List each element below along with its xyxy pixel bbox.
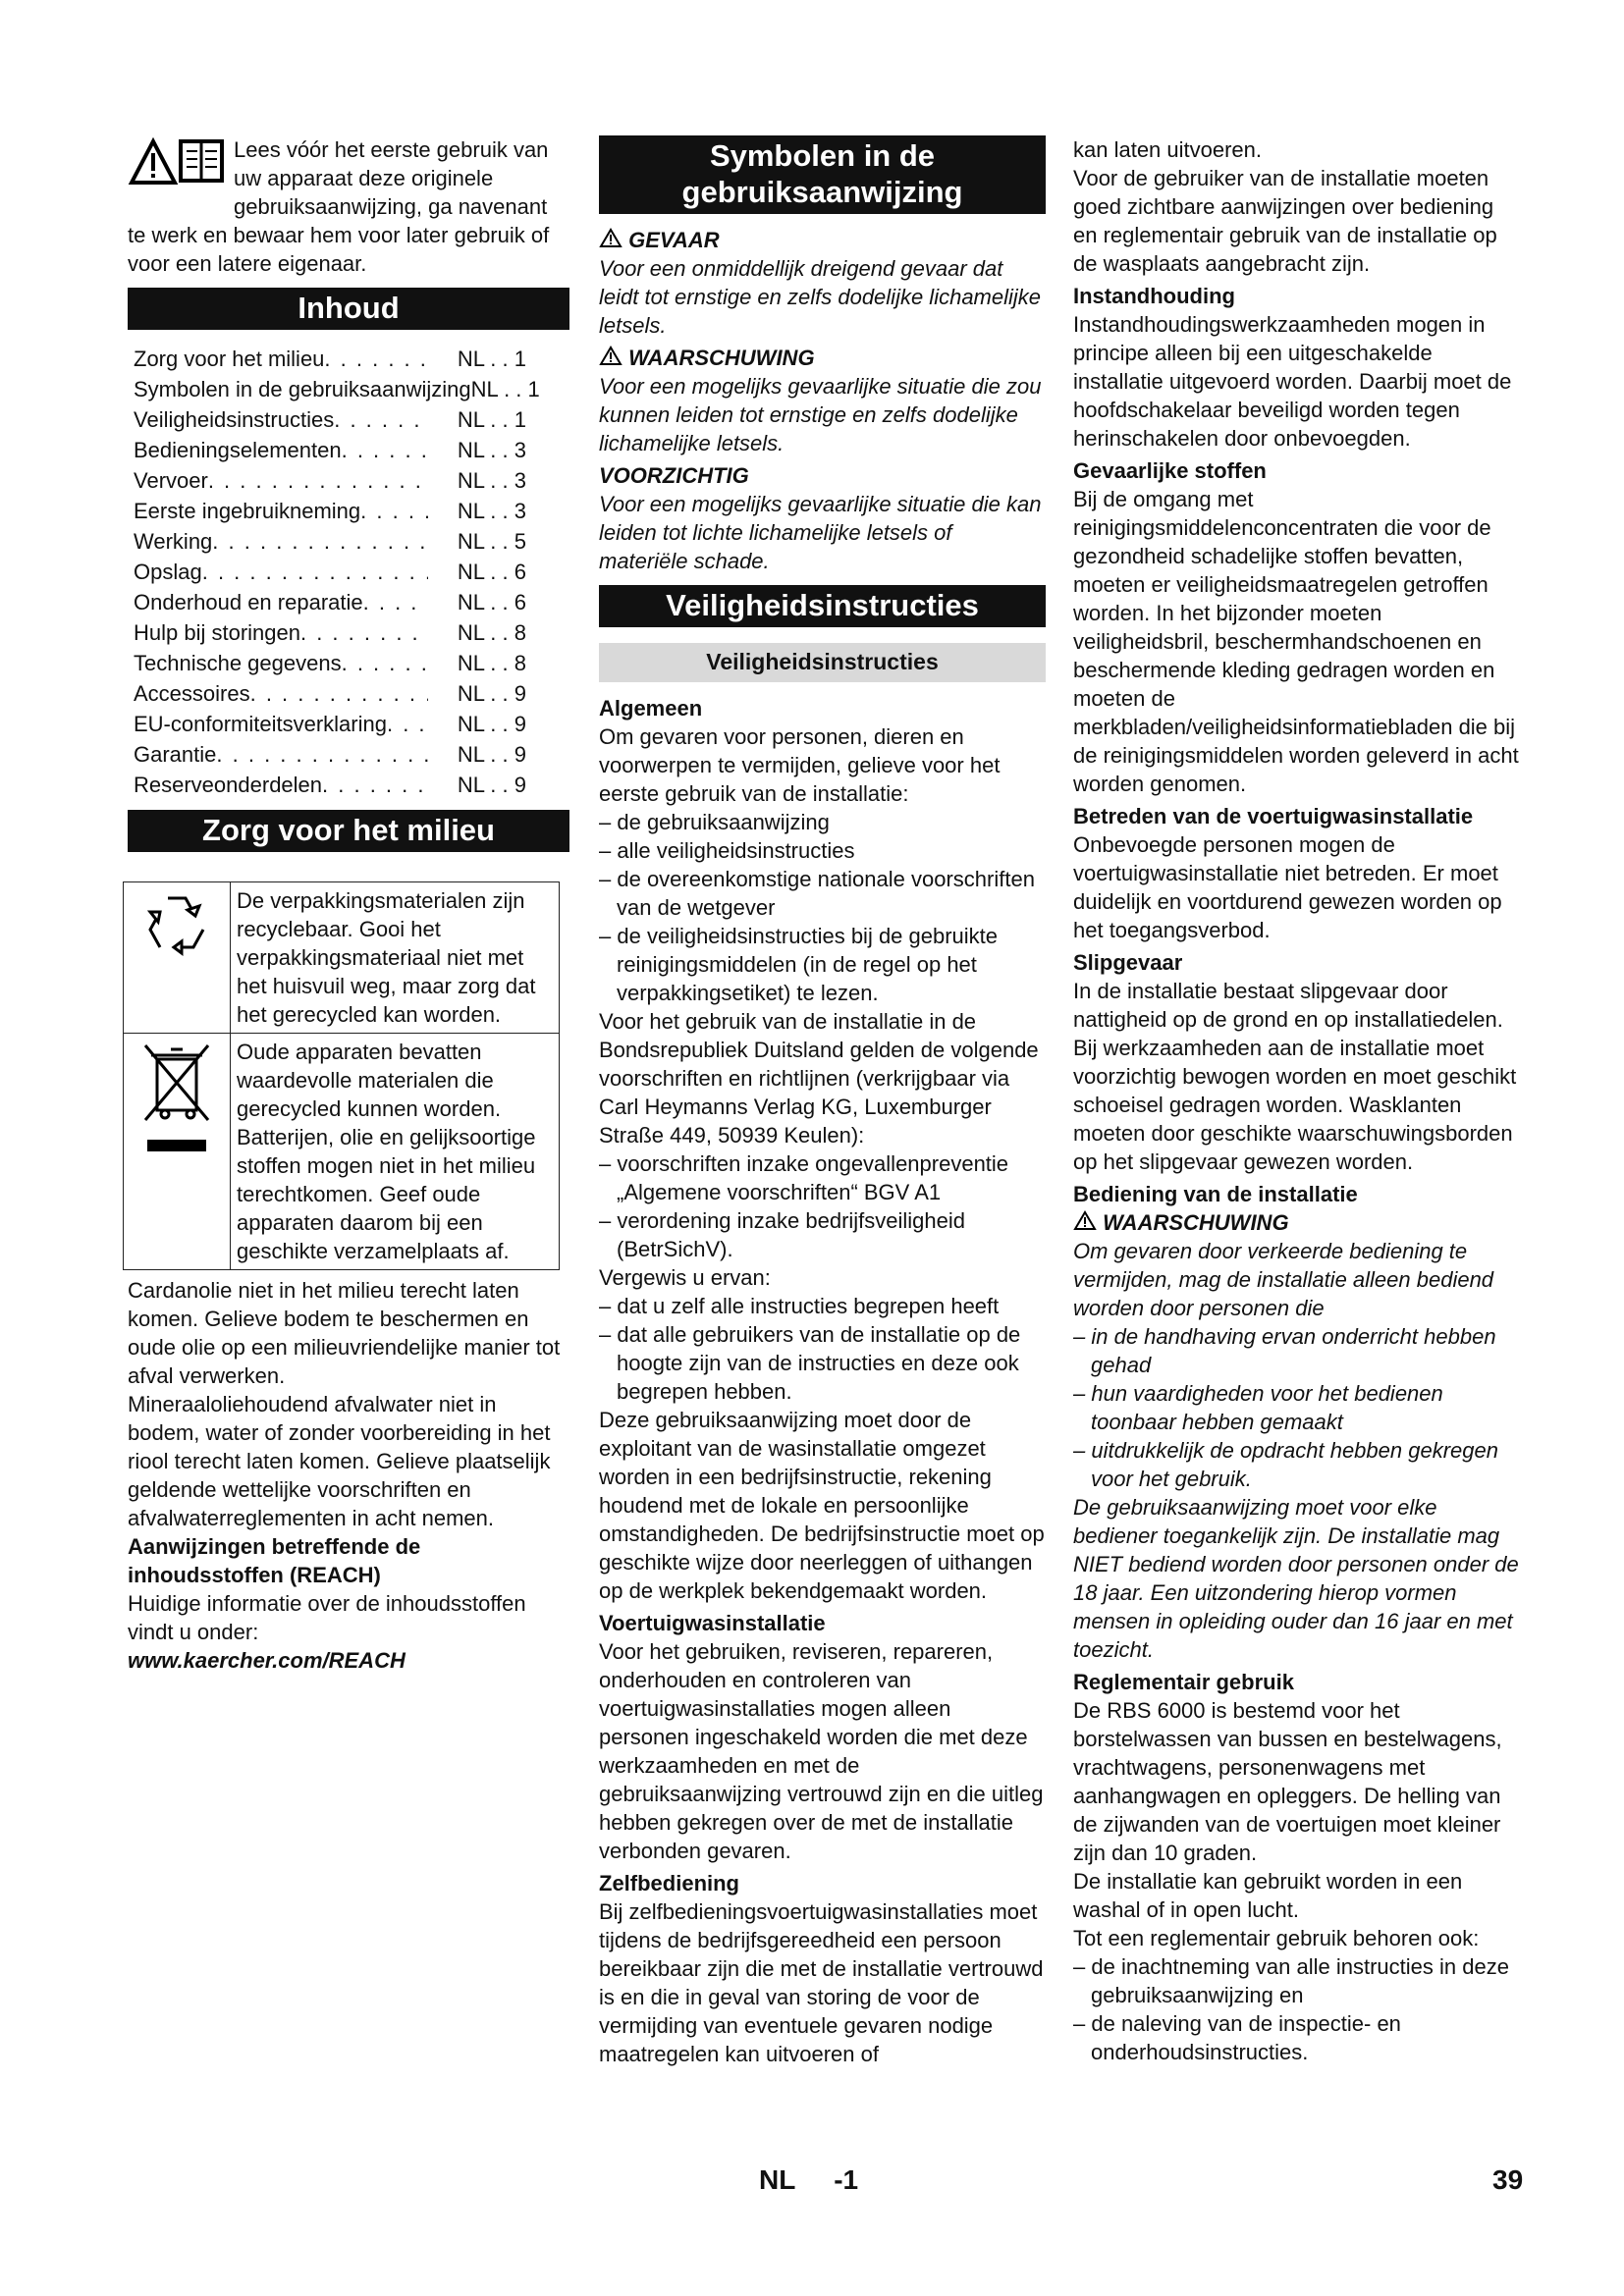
toc-entry-page: NL . . 9	[457, 742, 526, 767]
list-item: – de gebruiksaanwijzing	[599, 808, 1046, 836]
cardanolie-paragraph: Cardanolie niet in het milieu terecht laten komen. Gelieve bodem te beschermen en oude olie op een milieuvriendelijke manier tot afval verwerken.	[128, 1278, 561, 1388]
vergewis-text: Vergewis u ervan:	[599, 1265, 771, 1290]
toc-entry[interactable]	[134, 526, 526, 557]
toc-leader	[387, 709, 428, 739]
column-left	[128, 135, 569, 1675]
toc-leader	[208, 465, 428, 496]
toc-entry-title: Zorg voor het milieu	[134, 347, 325, 371]
betreden-text: Onbevoegde personen mogen de voertuigwasinstallatie niet betreden. Er moet duidelijk en voortdurend gewezen worden op het toegangsverbod.	[1073, 832, 1502, 942]
table-row	[124, 882, 560, 1034]
instandhouding-text: Instandhoudingswerkzaamheden mogen in principe alleen bij een uitgeschakelde installatie uitgevoerd worden. Daarbij moet de hoofdschakelaar beveiligd worden tegen herinschakelen door onbevoegden.	[1073, 312, 1512, 451]
list-item: – dat alle gebruikers van de installatie op de hoogte zijn van de instructies en deze ook begrepen hebben.	[599, 1320, 1046, 1406]
reglementair-text-1: De RBS 6000 is bestemd voor het borstelwassen van bussen en bestelwagens, vrachtwagens, personenwagens met aanhangwagen en opleggers. De helling van de zijwanden van de voertuigen moet kleiner zijn dan 10 graden.	[1073, 1698, 1502, 1865]
env-text-1: De verpakkingsmaterialen zijn recyclebaar. Gooi het verpakkingsmateriaal niet met het huisvuil weg, maar zorg dat het gerecycled kan worden.	[231, 882, 560, 1034]
toc-entry-page: NL . . 1	[457, 407, 526, 432]
toc-entry-page: NL . . 8	[457, 651, 526, 675]
toc-leader	[360, 496, 428, 526]
list-item: – hun vaardigheden voor het bedienen toonbaar hebben gemaakt	[1073, 1379, 1523, 1436]
table-of-contents	[134, 344, 540, 800]
waarschuwing-text: Voor een mogelijks gevaarlijke situatie die zou kunnen leiden tot ernstige en zelfs dodelijke lichamelijke letsels.	[599, 374, 1042, 455]
reglementair-list	[1073, 1952, 1523, 2066]
list-item: – alle veiligheidsinstructies	[599, 836, 1046, 865]
toc-entry-title: Eerste ingebruikneming	[134, 499, 361, 523]
toc-entry[interactable]	[134, 678, 526, 709]
toc-entry-page: NL . . 6	[457, 590, 526, 614]
zelfbediening-heading: Zelfbediening	[599, 1871, 739, 1896]
algemeen-list	[599, 808, 1046, 1007]
toc-entry-page: NL . . 3	[457, 468, 526, 493]
warning-icon	[599, 346, 628, 370]
voorzichtig-text: Voor een mogelijks gevaarlijke situatie die kan leiden tot lichte lichamelijke letsels of materiële schade.	[599, 492, 1042, 573]
voertuig-heading: Voertuigwasinstallatie	[599, 1611, 826, 1635]
bediening-text-2: De gebruiksaanwijzing moet voor elke bediener toegankelijk zijn. De installatie mag NIET bediend worden door personen onder de 18 jaar. Een uitzondering hierop vormen mensen in opleiding ouder dan 16 jaar en met toezicht.	[1073, 1495, 1519, 1662]
toc-entry-title: Hulp bij storingen	[134, 620, 300, 645]
toc-leader	[342, 648, 428, 678]
footer-lang-page: -1	[834, 2164, 859, 2195]
symbols-title: Symbolen in de gebruiksaanwijzing	[599, 135, 1046, 214]
toc-entry[interactable]	[134, 404, 526, 435]
toc-entry-title: Symbolen in de gebruiksaanwijzing	[134, 377, 471, 401]
bediening-warning-label: WAARSCHUWING	[1073, 1208, 1523, 1237]
list-item: – de naleving van de inspectie- en onderhoudsinstructies.	[1073, 2009, 1523, 2066]
toc-entry-title: Garantie	[134, 742, 217, 767]
toc-leader	[212, 526, 428, 557]
voorzichtig-label: VOORZICHTIG	[599, 463, 749, 488]
betreden-heading: Betreden van de voertuigwasinstallatie	[1073, 804, 1474, 828]
toc-leader	[322, 770, 428, 800]
vergewis-list	[599, 1292, 1046, 1406]
toc-leader	[334, 404, 428, 435]
list-item: – dat u zelf alle instructies begrepen heeft	[599, 1292, 1046, 1320]
list-item: – in de handhaving ervan onderricht hebben gehad	[1073, 1322, 1523, 1379]
safety-subtitle: Veiligheidsinstructies	[599, 643, 1046, 682]
continuation-text: kan laten uitvoeren.	[1073, 137, 1263, 162]
recycle-icon	[138, 943, 215, 968]
table-row	[124, 1034, 560, 1270]
toc-leader	[300, 617, 428, 648]
crossed-bin-icon	[137, 1146, 216, 1170]
toc-entry[interactable]	[134, 435, 526, 465]
brd-list	[599, 1149, 1046, 1263]
toc-entry[interactable]	[134, 739, 526, 770]
toc-entry[interactable]	[134, 709, 526, 739]
list-item: – verordening inzake bedrijfsveiligheid (BetrSichV).	[599, 1206, 1046, 1263]
environment-table	[123, 881, 560, 1270]
toc-entry[interactable]	[134, 344, 526, 374]
slipgevaar-text: In de installatie bestaat slipgevaar door nattigheid op de grond en op installatiedelen. Bij werkzaamheden aan de installatie moet voorzichtig bewogen worden en moet geschikt schoeisel gedragen worden. Wasklanten moeten door geschikte waarschuwingsborden op het slipgevaar gewezen worden.	[1073, 979, 1517, 1174]
list-item: – voorschriften inzake ongevallenpreventie „Algemene voorschriften“ BGV A1	[599, 1149, 1046, 1206]
toc-entry-title: Technische gegevens	[134, 651, 342, 675]
reglementair-text-2: De installatie kan gebruikt worden in een washal of in open lucht.	[1073, 1869, 1463, 1922]
toc-entry-page: NL . . 6	[457, 560, 526, 584]
toc-entry[interactable]	[134, 770, 526, 800]
toc-entry-page: NL . . 3	[457, 438, 526, 462]
env-icon-cell	[124, 882, 231, 1034]
zelfbediening-text: Bij zelfbedieningsvoertuigwasinstallaties moet tijdens de bedrijfsgereedheid een persoon bereikbaar zijn die met de installatie vertrouwd is en die in geval van storing de voor de vermijding van eventuele gevaren nodige maatregelen kan uitvoeren of	[599, 1899, 1044, 2066]
toc-entry-title: Reserveonderdelen	[134, 773, 323, 797]
algemeen-heading: Algemeen	[599, 696, 703, 721]
toc-entry-title: Werking	[134, 529, 213, 554]
warning-icon	[599, 228, 628, 252]
gevaarlijke-stoffen-text: Bij de omgang met reinigingsmiddelenconcentraten die voor de gezondheid schadelijke stoffen bevatten, moeten er veiligheidsmaatregelen getroffen worden. In het bijzonder moeten veiligheidsbril, beschermhandschoenen en beschermende kleding gedragen worden en moeten de merkbladen/veiligheidsinformatiebladen die bij de reinigingsmiddelen worden geleverd in acht worden genomen.	[1073, 487, 1519, 796]
mineraal-paragraph: Mineraaloliehoudend afvalwater niet in bodem, water of zonder voorbereiding in het riool terecht laten komen. Gelieve plaatselijk geldende wettelijke voorschriften en afvalwaterreglementen in acht nemen.	[128, 1392, 551, 1530]
toc-entry-page: NL . . 1	[470, 377, 540, 401]
toc-entry-title: Accessoires	[134, 681, 250, 706]
toc-entry[interactable]	[134, 496, 526, 526]
list-item: – de inachtneming van alle instructies in deze gebruiksaanwijzing en	[1073, 1952, 1523, 2009]
intro-paragraph: Lees vóór het eerste gebruik van uw apparaat deze originele gebruiksaanwijzing, ga navenant te werk en bewaar hem voor later gebruik of voor een latere eigenaar.	[128, 137, 550, 276]
toc-entry[interactable]	[134, 465, 526, 496]
footer-language: NL -1	[759, 2164, 859, 2195]
toc-leader	[363, 587, 428, 617]
reach-heading: Aanwijzingen betreffende de inhoudsstoffen (REACH)	[128, 1534, 421, 1587]
warning-icon	[1073, 1210, 1103, 1235]
list-item: – uitdrukkelijk de opdracht hebben gekregen voor het gebruik.	[1073, 1436, 1523, 1493]
column-middle	[599, 135, 1046, 2068]
toc-entry[interactable]	[134, 648, 526, 678]
toc-leader	[342, 435, 428, 465]
reach-text: Huidige informatie over de inhoudsstoffen vindt u onder:	[128, 1591, 526, 1644]
toc-entry-title: Onderhoud en reparatie	[134, 590, 363, 614]
gevaar-text: Voor een onmiddellijk dreigend gevaar dat leidt tot ernstige en zelfs dodelijke lichamelijke letsels.	[599, 256, 1042, 338]
toc-leader	[202, 557, 428, 587]
toc-leader	[324, 344, 428, 374]
bediening-heading: Bediening van de installatie	[1073, 1182, 1358, 1206]
waarschuwing-label: WAARSCHUWING	[599, 344, 1046, 372]
safety-title: Veiligheidsinstructies	[599, 585, 1046, 627]
toc-entry-page: NL . . 9	[457, 681, 526, 706]
toc-entry-title: EU-conformiteitsverklaring	[134, 712, 387, 736]
exploit-text: Voor de gebruiker van de installatie moeten goed zichtbare aanwijzingen over bediening en reglementair gebruik van de installatie op de wasplaats aangebracht zijn.	[1073, 166, 1497, 276]
column-right	[1073, 135, 1523, 2066]
toc-entry-page: NL . . 9	[457, 773, 526, 797]
env-title: Zorg voor het milieu	[128, 810, 569, 852]
reglementair-heading: Reglementair gebruik	[1073, 1670, 1294, 1694]
toc-entry-title: Bedieningselementen	[134, 438, 342, 462]
env-text-2: Oude apparaten bevatten waardevolle materialen die gerecycled kunnen worden. Batterijen, olie en gelijksoortige stoffen mogen niet in het milieu terechtkomen. Geef oude apparaten daarom bij een geschikte verzamelplaats af.	[231, 1034, 560, 1270]
toc-title: Inhoud	[128, 288, 569, 330]
list-item: – de overeenkomstige nationale voorschriften van de wetgever	[599, 865, 1046, 922]
toc-leader	[250, 678, 428, 709]
toc-leader	[216, 739, 428, 770]
toc-entry-page: NL . . 3	[457, 499, 526, 523]
warning-book-icon	[128, 135, 226, 193]
toc-entry-title: Opslag	[134, 560, 202, 584]
algemeen-text: Om gevaren voor personen, dieren en voorwerpen te vermijden, gelieve voor het eerste gebruik van de installatie:	[599, 724, 1001, 806]
list-item: – de veiligheidsinstructies bij de gebruikte reinigingsmiddelen (in de regel op het verpakkingsetiket) te lezen.	[599, 922, 1046, 1007]
slipgevaar-heading: Slipgevaar	[1073, 950, 1183, 975]
toc-entry-page: NL . . 5	[457, 529, 526, 554]
toc-entry[interactable]	[134, 617, 526, 648]
reglementair-text-3: Tot een reglementair gebruik behoren ook:	[1073, 1926, 1480, 1950]
page-number: 39	[1492, 2164, 1524, 2195]
toc-entry[interactable]	[134, 374, 540, 404]
bediening-list	[1073, 1322, 1523, 1493]
toc-entry-title: Veiligheidsinstructies	[134, 407, 335, 432]
toc-entry-page: NL . . 9	[457, 712, 526, 736]
env-icon-cell	[124, 1034, 231, 1270]
reach-link[interactable]: www.kaercher.com/REACH	[128, 1648, 406, 1673]
bediening-text: Om gevaren door verkeerde bediening te vermijden, mag de installatie alleen bediend worden door personen die	[1073, 1239, 1494, 1320]
toc-entry[interactable]	[134, 587, 526, 617]
exploitant-text: Deze gebruiksaanwijzing moet door de exploitant van de wasinstallatie omgezet worden in een bedrijfsinstructie, rekening houdend met de lokale en persoonlijke omstandigheden. De bedrijfsinstructie moet op geschikte wijze door neerleggen of uithangen op de werkplek bekendgemaakt worden.	[599, 1408, 1045, 1603]
gevaarlijke-stoffen-heading: Gevaarlijke stoffen	[1073, 458, 1267, 483]
brd-text: Voor het gebruik van de installatie in de Bondsrepubliek Duitsland gelden de volgende voorschriften en richtlijnen (verkrijgbaar via Carl Heymanns Verlag KG, Luxemburger Straße 449, 50939 Keulen):	[599, 1009, 1039, 1148]
voertuig-text: Voor het gebruiken, reviseren, repareren, onderhouden en controleren van voertuigwasinstallaties mogen alleen personen ingeschakeld worden die met deze werkzaamheden en met de gebruiksaanwijzing vertrouwd zijn en die uitleg hebben gekregen over de met de installatie verbonden gevaren.	[599, 1639, 1044, 1863]
toc-entry-page: NL . . 8	[457, 620, 526, 645]
toc-entry-title: Vervoer	[134, 468, 208, 493]
gevaar-label: GEVAAR	[599, 226, 1046, 254]
toc-entry[interactable]	[134, 557, 526, 587]
toc-entry-page: NL . . 1	[457, 347, 526, 371]
instandhouding-heading: Instandhouding	[1073, 284, 1235, 308]
